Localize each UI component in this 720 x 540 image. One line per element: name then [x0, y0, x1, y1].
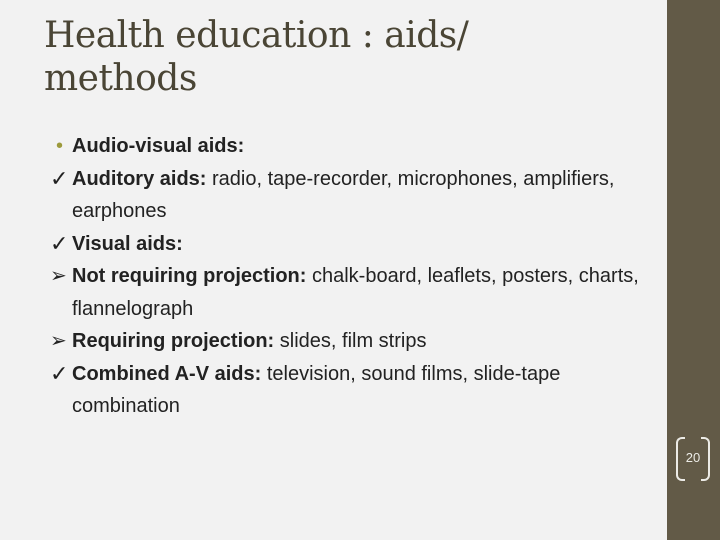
check-icon: ✓ [50, 360, 69, 386]
list-item [50, 130, 650, 163]
slide-title: Health education : aids/ methods [44, 15, 469, 100]
item-lead: Requiring projection: [72, 330, 275, 352]
item-lead: Visual aids: [72, 232, 183, 255]
page-number-badge [676, 437, 710, 479]
list-item [50, 358, 650, 423]
bullet-marker: • [56, 135, 64, 157]
item-text: slides, film strips [274, 330, 427, 352]
check-icon: ✓ [50, 230, 69, 256]
list-item [50, 325, 650, 358]
list-item [50, 228, 650, 261]
arrow-icon: ➢ [50, 330, 67, 352]
list-item [50, 260, 650, 325]
item-lead: Combined A-V aids: [72, 362, 262, 385]
item-text: television, sound films, slide-tape combination [72, 362, 561, 417]
check-icon: ✓ [50, 165, 69, 191]
item-lead: Audio-visual aids: [72, 135, 245, 157]
list-item [50, 163, 650, 228]
right-bracket-icon [701, 437, 710, 481]
item-text: radio, tape-recorder, microphones, amplifiers, earphones [72, 167, 615, 222]
item-lead: Not requiring projection: [72, 265, 307, 287]
bullet-list [50, 130, 650, 423]
page-number: 20 [685, 450, 701, 465]
item-lead: Auditory aids: [72, 167, 207, 190]
item-text: chalk-board, leaflets, posters, charts, flannelograph [72, 265, 639, 320]
arrow-icon: ➢ [50, 265, 67, 287]
